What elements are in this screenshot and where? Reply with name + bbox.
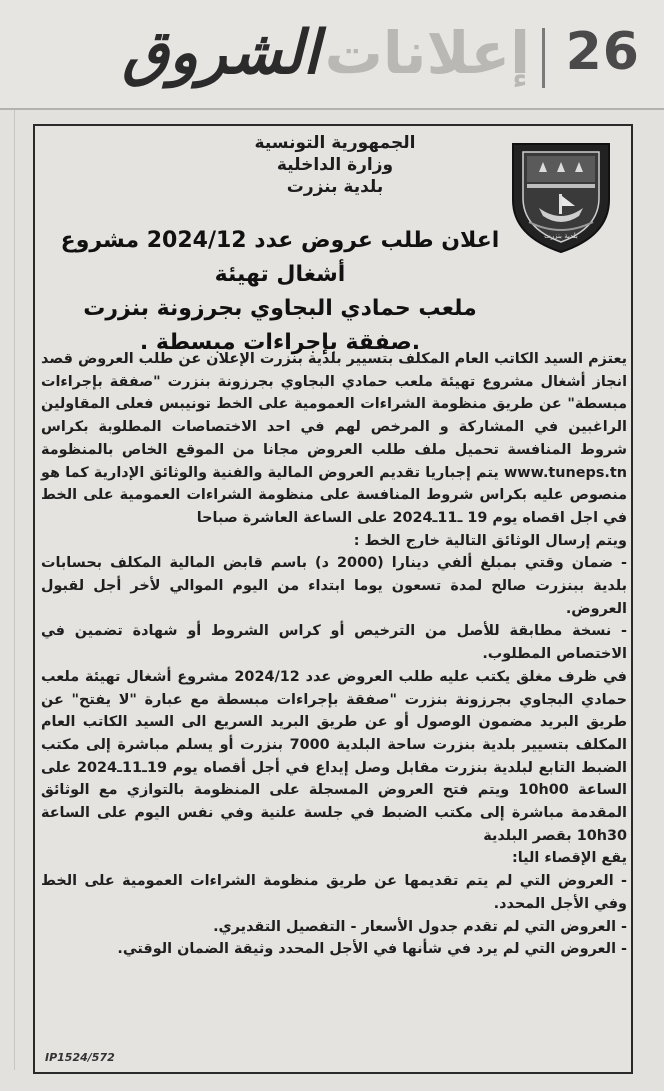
exclusion-item: - العروض التي لم تقدم جدول الأسعار - التفصيل التقديري. (213, 918, 627, 935)
emblem-caption: بلدية بنزرت (544, 232, 578, 240)
title-line: .صفقة بإجراءات مبسطة . (139, 330, 421, 355)
exclusion-heading: يقع الإقصاء اليا: (512, 850, 627, 867)
title-line: اعلان طلب عروض عدد 2024/12 مشروع أشغال تهيئة (60, 228, 500, 287)
notice-body (41, 348, 627, 961)
submission-paragraph: في ظرف مغلق يكتب عليه طلب العروض عدد 2024/12 مشروع أشغال تهيئة ملعب حمادي البجاوي بجرزونة بنزرت "صفقة بإجراءات مبسطة مع عبارة "لا يفتح" عن طريق البريد مضمون الوصول أو عن طريق البريد السريع الى السيد الكاتب العام المكلف بتسيير بلدية بنزرت ساحة البلدية 7000 بنزرت أو يسلم مباشرة إلى مكتب الضبط التابع لبلدية بنزرت مقابل وصل إيداع في أجل أقصاه يوم 19ـ11ـ2024 على الساعة 10h00 ويتم فتح العروض المسجلة على المنظومة بالتوازي مع الوثائق المقدمة مباشرة إلى مكتب الضبط في جلسة علنية وفي نفس اليوم على الساعة 10h30 بقصر البلدية (41, 668, 627, 844)
page-number: 26 (565, 22, 640, 82)
newspaper-logo: الشروق (122, 18, 320, 88)
column-rule (14, 110, 15, 1070)
exclusion-item: - العروض التي لم يتم تقديمها عن طريق منظومة الشراءات العمومية على الخط وفي الأجل المحدد. (41, 873, 627, 912)
document-item-license: - نسخة مطابقة للأصل من الترخيص أو كراس الشروط أو شهادة تضمين في الاختصاص المطلوب. (41, 623, 627, 663)
exclusion-item: - العروض التي لم يرد في شأنها في الأجل المحدد وثيقة الضمان الوقتي. (117, 941, 627, 958)
issuer-ministry: وزارة الداخلية (276, 155, 394, 175)
municipality-emblem (509, 138, 613, 256)
ad-reference: IP1524/572 (45, 1051, 115, 1064)
title-line: ملعب حمادي البجاوي بجرزونة بنزرت (83, 296, 477, 321)
header-rule (0, 108, 664, 110)
documents-heading: ويتم إرسال الوثائق التالية خارج الخط : (353, 532, 627, 549)
section-name: إعلانات (324, 19, 530, 87)
intro-paragraph: يعتزم السيد الكاتب العام المكلف بتسيير بلدية بنزرت الإعلان عن طلب العروض قصد انجاز أشغال مشروع تهيئة ملعب حمادي البجاوي بجرزونة بنزرت "صفقة بإجراءات مبسطة" عن طريق منظومة الشراءات العمومية على الخط تونيبس فعلى المقاولين الراغبين في المشاركة و المرخص لهم في احد الاختصاصات المطلوبة بكراس شروط المنافسة تحميل ملف طلب العروض مجانا من الموقع الخاص بالمنظومة www.tuneps.tn يتم إجباريا تقديم العروض المالية والفنية والوثائق الإدارية كما هو منصوص عليه بكراس شروط المنافسة على منظومة الشراءات العمومية على الخط في اجل اقصاه يوم 19 ـ11ـ2024 على الساعة العاشرة صباحا (41, 351, 627, 526)
document-item-guarantee: - ضمان وقتي بمبلغ ألفي دينارا (2000 د) باسم قابض المالية المكلف بحسابات بلدية ببنزرت صالح لمدة تسعون يوما ابتداء من اليوم الموالي لأخر أجل لقبول العروض. (41, 555, 627, 617)
tender-notice (33, 124, 633, 1074)
notice-title (55, 224, 505, 360)
page-header (0, 0, 664, 110)
header-title (60, 18, 530, 88)
header-divider (542, 28, 545, 88)
issuer-municipality: بلدية بنزرت (286, 177, 384, 197)
issuer-republic: الجمهورية التونسية (254, 133, 416, 153)
